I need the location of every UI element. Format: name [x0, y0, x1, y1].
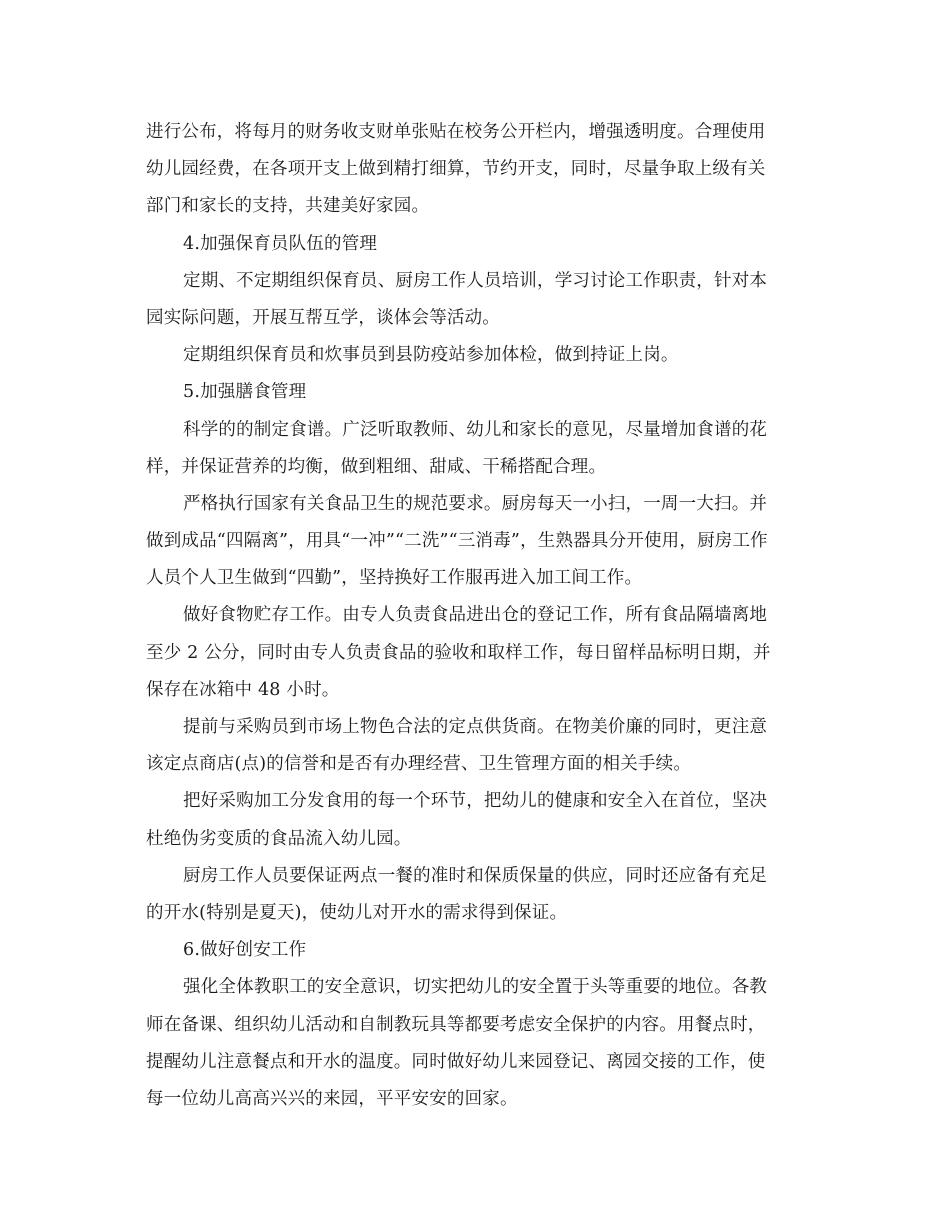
text-line: 进行公布，将每月的财务收支财单张贴在校务公开栏内，增强透明度。合理使用 [146, 122, 766, 142]
text-line: 部门和家长的支持，共建美好家园。 [146, 196, 430, 217]
text-line: 强化全体教职工的安全意识，切实把幼儿的安全置于头等重要的地位。各教 [183, 977, 768, 998]
document-body [146, 114, 806, 1118]
text-line: 定期、不定期组织保育员、厨房工作人员培训，学习讨论工作职责，针对本 [183, 270, 768, 291]
text-line: 的开水(特别是夏天)，使幼儿对开水的需求得到保证。 [146, 902, 568, 923]
text-line: 该定点商店(点)的信誉和是否有办理经营、卫生管理方面的相关手续。 [146, 754, 692, 775]
section-heading: 6.做好创安工作 [183, 940, 307, 961]
text-line: 园实际问题，开展互帮互学，谈体会等活动。 [146, 307, 500, 328]
text-line: 做好食物贮存工作。由专人负责食品进出仓的登记工作，所有食品隔墙离地 [183, 605, 768, 626]
text-line: 科学的的制定食谱。广泛听取教师、幼儿和家长的意见，尽量增加食谱的花 [183, 419, 768, 440]
text-line: 样，并保证营养的均衡，做到粗细、甜咸、干稀搭配合理。 [146, 456, 607, 477]
text-line: 幼儿园经费，在各项开支上做到精打细算，节约开支，同时，尽量争取上级有关 [146, 159, 766, 180]
text-line: 提醒幼儿注意餐点和开水的温度。同时做好幼儿来园登记、离园交接的工作，使 [146, 1051, 766, 1072]
text-line: 把好采购加工分发食用的每一个环节，把幼儿的健康和安全入在首位，坚决 [183, 791, 768, 812]
text-line: 提前与采购员到市场上物色合法的定点供货商。在物美价廉的同时，更注意 [183, 717, 768, 737]
text-line: 师在备课、组织幼儿活动和自制教玩具等都要考虑安全保护的内容。用餐点时， [146, 1014, 766, 1035]
section-heading: 4.加强保育员队伍的管理 [183, 233, 378, 254]
text-line: 保存在冰箱中 48 小时。 [146, 679, 340, 700]
text-line: 做到成品“四隔离”，用具“一冲”“二洗”“三消毒”，生熟器具分开使用，厨房工作 [146, 531, 768, 552]
text-line: 人员个人卫生做到“四勤”，坚持换好工作服再进入加工间工作。 [146, 568, 643, 589]
section-heading: 5.加强膳食管理 [183, 382, 307, 403]
text-line: 定期组织保育员和炊事员到县防疫站参加体检，做到持证上岗。 [183, 345, 679, 366]
text-line: 厨房工作人员要保证两点一餐的准时和保质保量的供应，同时还应备有充足 [183, 865, 768, 886]
text-line: 杜绝伪劣变质的食品流入幼儿园。 [146, 828, 412, 849]
text-line: 每一位幼儿高高兴兴的来园，平平安安的回家。 [146, 1088, 518, 1109]
text-line: 至少 2 公分，同时由专人负责食品的验收和取样工作，每日留样品标明日期，并 [146, 642, 771, 663]
text-line: 严格执行国家有关食品卫生的规范要求。厨房每天一小扫，一周一大扫。并 [183, 493, 768, 514]
